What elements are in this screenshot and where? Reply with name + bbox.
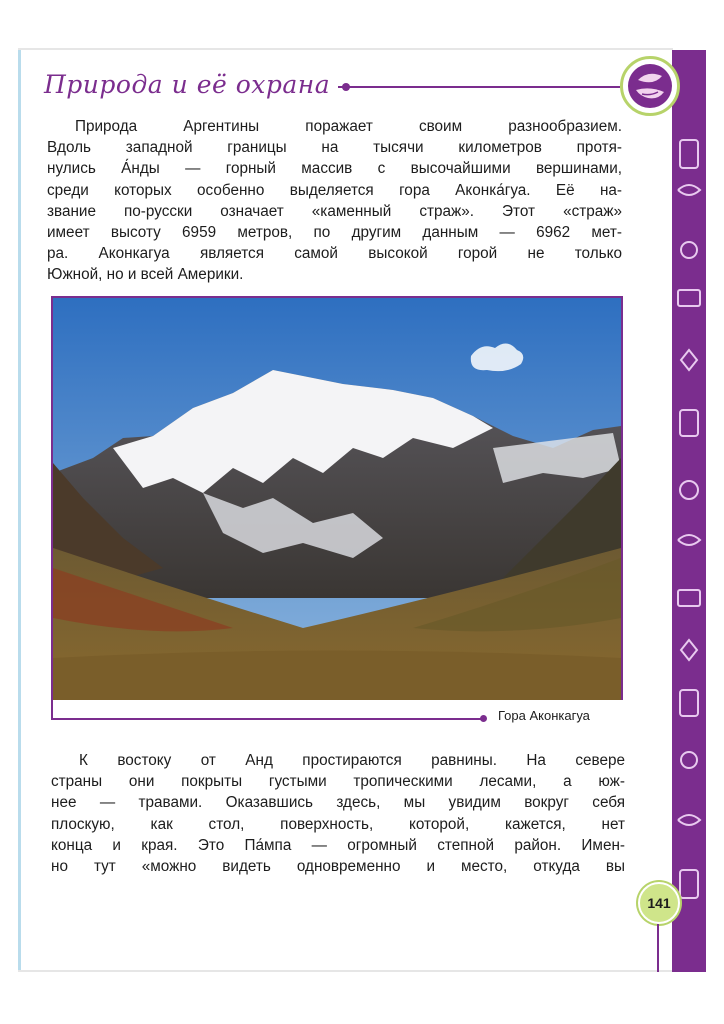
decorative-pattern	[672, 50, 706, 972]
caption-connector	[51, 700, 53, 720]
aconcagua-photo-frame	[51, 296, 623, 700]
text-line: звание по-русски означает «каменный страж». Этот «страж»	[47, 202, 622, 220]
caption-rule	[51, 718, 481, 720]
photo-caption: Гора Аконкагуа	[498, 708, 590, 723]
page-bottom-edge	[18, 970, 673, 972]
page-top-edge	[18, 48, 673, 50]
text-line: нее — травами. Оказавшись здесь, мы увидим вокруг себя	[51, 794, 625, 812]
text-line: нулись А́нды — горный массив с высочайшими вершинами,	[47, 160, 622, 178]
paragraph-argentina-nature	[47, 116, 622, 286]
title-dot	[342, 83, 350, 91]
page-number-line	[657, 924, 659, 972]
text-line: плоскую, как стол, поверхность, которой, кажется, нет	[51, 815, 625, 833]
section-title: Природа и её охрана	[44, 70, 331, 99]
text-line: ра. Аконкагуа является самой высокой горой не только	[47, 245, 622, 263]
page-left-edge	[18, 50, 21, 970]
text-line: конца и края. Это Па́мпа — огромный степной район. Имен-	[51, 836, 625, 854]
leaf-hands-icon	[628, 64, 672, 108]
text-line: имеет высоту 6959 метров, по другим данным — 6962 мет-	[47, 224, 622, 242]
paragraph-plains-pampa	[51, 750, 625, 877]
text-line: но тут «можно видеть одновременно и место, откуда вы	[51, 858, 625, 876]
text-line: Южной, но и всей Америки.	[47, 266, 244, 284]
decorative-side-strip	[672, 50, 706, 972]
page-number: 141	[638, 882, 680, 924]
aconcagua-mountain-photo	[53, 298, 621, 700]
text-line: Природа Аргентины поражает своим разнообразием.	[75, 118, 622, 135]
title-underline	[338, 86, 620, 88]
caption-dot	[480, 715, 487, 722]
text-line: Вдоль западной границы на тысячи километров протя-	[47, 139, 622, 157]
nature-badge	[620, 56, 680, 116]
text-line: страны они покрыты густыми тропическими лесами, а юж-	[51, 773, 625, 791]
text-line: К востоку от Анд простираются равнины. На севере	[79, 752, 625, 769]
text-line: среди которых особенно выделяется гора Аконка́гуа. Её на-	[47, 181, 622, 199]
